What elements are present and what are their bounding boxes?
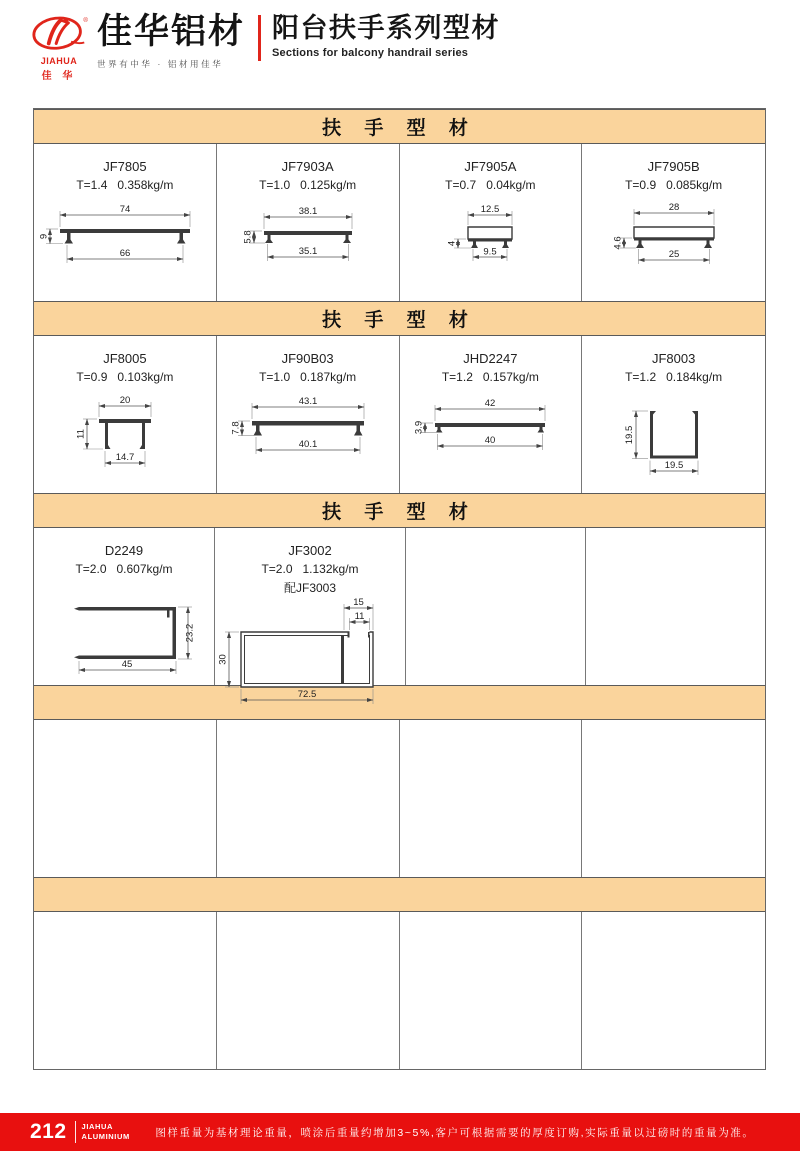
technical-drawing [35, 199, 215, 294]
profile-cell [582, 912, 765, 1069]
technical-drawing [218, 199, 398, 294]
profile-table [33, 108, 766, 1070]
profile-row [34, 336, 765, 493]
svg-text:9: 9 [38, 233, 50, 240]
section-title: 扶 手 型 材 [322, 502, 477, 523]
profile-spec: T=1.2 0.184kg/m [625, 370, 723, 384]
jiahua-logo [30, 14, 88, 82]
svg-text:15: 15 [353, 597, 364, 608]
registered-mark: ® [83, 16, 88, 24]
profile-cell [34, 720, 217, 877]
svg-text:45: 45 [121, 659, 133, 670]
footer-note: 图样重量为基材理论重量，喷涂后重量约增加3~5%,客户可根据需要的厚度订购,实际重量以过磅时的重量为准。 [155, 1126, 755, 1139]
svg-text:66: 66 [119, 248, 131, 259]
svg-text:19.5: 19.5 [664, 460, 683, 471]
svg-text:43.1: 43.1 [298, 396, 317, 407]
profile-spec: T=0.9 0.085kg/m [625, 178, 723, 192]
profile-code: JF7905A [464, 159, 517, 174]
section-title: 扶 手 型 材 [322, 118, 477, 139]
profile-row [34, 144, 765, 301]
svg-text:20: 20 [119, 395, 131, 406]
profile-spec: T=2.0 1.132kg/m [261, 562, 359, 576]
section-title: 扶 手 型 材 [322, 310, 477, 331]
svg-text:14.7: 14.7 [115, 452, 135, 463]
logo-brand-cn: 佳 华 [41, 71, 77, 82]
profile-code: JF7905B [647, 159, 700, 174]
technical-drawing [584, 391, 764, 486]
profile-cell [400, 912, 583, 1069]
profile-cell [582, 336, 765, 493]
svg-text:28: 28 [668, 202, 679, 213]
section-header [34, 109, 765, 144]
svg-text:7.8: 7.8 [230, 421, 242, 435]
technical-drawing [400, 199, 580, 294]
profile-spec: T=1.2 0.157kg/m [441, 370, 539, 384]
profile-row [34, 912, 765, 1069]
drawing-area [582, 192, 765, 301]
profile-cell [582, 144, 765, 301]
drawing-area [34, 192, 216, 301]
profile-cell [400, 336, 583, 493]
drawing-area [34, 576, 214, 685]
svg-text:3.9: 3.9 [413, 420, 425, 435]
profile-cell [217, 144, 400, 301]
footer-brand-line2: ALUMINIUM [81, 1132, 130, 1141]
profile-cell [215, 528, 406, 700]
profile-code: JF90B03 [281, 351, 334, 366]
profile-cell [400, 144, 583, 301]
drawing-area [400, 384, 582, 493]
svg-text:42: 42 [485, 398, 496, 409]
svg-text:30: 30 [217, 654, 229, 665]
svg-text:12.5: 12.5 [481, 204, 500, 215]
technical-drawing [218, 391, 398, 486]
svg-text:40.1: 40.1 [298, 439, 317, 450]
profile-cell [34, 144, 217, 301]
page-number: 212 [30, 1120, 67, 1143]
footer-brand [82, 1122, 130, 1142]
series-title-en: Sections for balcony handrail series [272, 47, 469, 59]
svg-text:4: 4 [446, 240, 458, 247]
profile-cell [400, 720, 583, 877]
svg-text:74: 74 [119, 204, 131, 215]
technical-drawing [584, 199, 764, 294]
drawing-area [217, 384, 399, 493]
profile-spec: T=0.9 0.103kg/m [76, 370, 174, 384]
profile-cell [217, 720, 400, 877]
section-header [34, 301, 765, 336]
series-title-cn: 阳台扶手系列型材 [272, 13, 501, 43]
drawing-area [400, 192, 582, 301]
profile-row [34, 720, 765, 877]
jiahua-logo-icon [30, 14, 88, 56]
profile-cell [217, 336, 400, 493]
svg-text:40: 40 [485, 435, 496, 446]
svg-text:11: 11 [75, 429, 87, 439]
profile-code: JF8005 [103, 351, 147, 366]
footer-brand-line1: JIAHUA [81, 1122, 114, 1132]
profile-code: D2249 [104, 543, 144, 558]
profile-note: 配JF3003 [283, 581, 337, 595]
svg-text:72.5: 72.5 [297, 689, 317, 700]
series-block [272, 14, 500, 59]
drawing-area [582, 384, 765, 493]
company-slogan: 世界有中华 · 铝材用佳华 [97, 59, 224, 69]
profile-spec: T=0.7 0.04kg/m [445, 178, 536, 192]
technical-drawing [215, 596, 405, 708]
technical-drawing [35, 391, 215, 486]
svg-text:25: 25 [668, 249, 679, 260]
page-footer [0, 1113, 800, 1151]
profile-cell [34, 336, 217, 493]
svg-text:5.8: 5.8 [242, 230, 254, 244]
page-header [30, 14, 500, 82]
technical-drawing [34, 583, 214, 678]
drawing-area [217, 192, 399, 301]
logo-brand-en: JIAHUA [40, 56, 78, 66]
company-block [97, 14, 245, 70]
profile-cell [586, 528, 765, 685]
profile-spec: T=1.4 0.358kg/m [76, 178, 174, 192]
profile-code: JF3002 [288, 543, 332, 558]
profile-spec: T=1.0 0.187kg/m [259, 370, 357, 384]
profile-cell [34, 912, 217, 1069]
header-divider [258, 15, 261, 61]
profile-code: JF7805 [103, 159, 147, 174]
svg-text:23.2: 23.2 [184, 623, 196, 643]
technical-drawing [400, 391, 580, 486]
profile-code: JF7903A [281, 159, 334, 174]
section-header [34, 877, 765, 912]
profile-cell [406, 528, 586, 685]
section-header [34, 493, 765, 528]
drawing-area [215, 596, 405, 708]
profile-cell [34, 528, 215, 685]
profile-row [34, 528, 765, 700]
footer-divider [75, 1121, 76, 1143]
drawing-area [34, 384, 216, 493]
profile-code: JF8003 [651, 351, 696, 366]
svg-text:9.5: 9.5 [483, 246, 497, 258]
profile-spec: T=2.0 0.607kg/m [75, 562, 173, 576]
profile-spec: T=1.0 0.125kg/m [259, 178, 357, 192]
profile-cell [582, 720, 765, 877]
svg-text:19.5: 19.5 [623, 425, 635, 445]
company-name: 佳华铝材 [97, 12, 246, 51]
svg-text:11: 11 [354, 611, 365, 622]
svg-text:38.1: 38.1 [298, 206, 317, 217]
svg-text:35.1: 35.1 [298, 246, 317, 257]
profile-cell [217, 912, 400, 1069]
profile-code: JHD2247 [463, 351, 518, 366]
svg-text:4.6: 4.6 [612, 236, 624, 250]
